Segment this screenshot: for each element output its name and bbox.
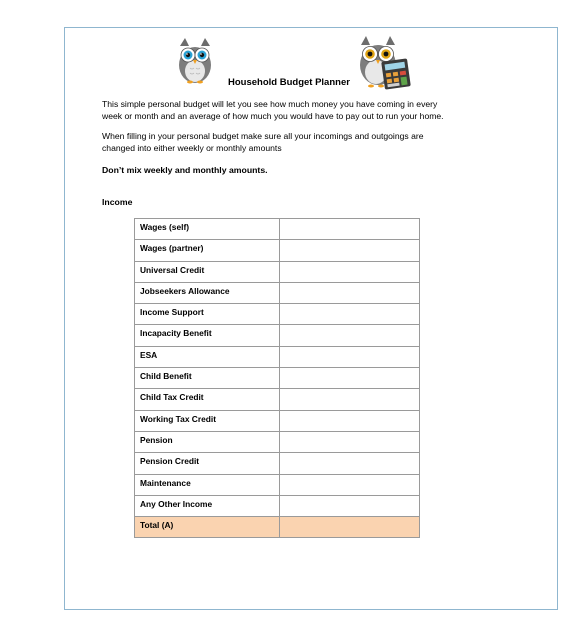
income-amount-cell[interactable] [279, 282, 419, 303]
instructions-paragraph: When filling in your personal budget make sure all your incomings and outgoings are changed into either weekly or monthly amounts [102, 131, 424, 153]
income-label-cell: Total (A) [135, 517, 280, 538]
income-amount-cell[interactable] [279, 474, 419, 495]
income-amount-cell[interactable] [279, 389, 419, 410]
table-row [135, 346, 420, 367]
income-amount-cell[interactable] [279, 495, 419, 516]
owl-with-calculator-icon [357, 36, 415, 90]
income-amount-cell[interactable] [279, 431, 419, 452]
table-row [135, 368, 420, 389]
income-label-cell: Child Benefit [135, 368, 280, 389]
table-row [135, 282, 420, 303]
income-label-cell: Pension [135, 431, 280, 452]
income-label-cell: ESA [135, 346, 280, 367]
income-amount-cell[interactable] [279, 240, 419, 261]
income-label-cell: Any Other Income [135, 495, 280, 516]
income-amount-cell[interactable] [279, 325, 419, 346]
table-row [135, 325, 420, 346]
document-title: Household Budget Planner [228, 77, 350, 88]
income-amount-cell[interactable] [279, 368, 419, 389]
income-amount-cell[interactable] [279, 410, 419, 431]
income-amount-cell[interactable] [279, 346, 419, 367]
income-amount-cell[interactable] [279, 261, 419, 282]
income-amount-cell[interactable] [279, 453, 419, 474]
income-amount-cell[interactable] [279, 517, 419, 538]
table-row [135, 495, 420, 516]
income-label-cell: Universal Credit [135, 261, 280, 282]
table-row [135, 517, 420, 538]
income-amount-cell[interactable] [279, 304, 419, 325]
table-row [135, 453, 420, 474]
income-label-cell: Incapacity Benefit [135, 325, 280, 346]
income-label-cell: Working Tax Credit [135, 410, 280, 431]
table-row [135, 304, 420, 325]
income-label-cell: Jobseekers Allowance [135, 282, 280, 303]
intro-paragraph: This simple personal budget will let you see how much money you have coming in every week or month and an average of how much you would have to pay out to run your home. [102, 99, 444, 121]
table-row [135, 219, 420, 240]
income-label-cell: Wages (self) [135, 219, 280, 240]
table-row [135, 431, 420, 452]
income-label-cell: Wages (partner) [135, 240, 280, 261]
table-row [135, 410, 420, 431]
income-label-cell: Maintenance [135, 474, 280, 495]
income-label-cell: Income Support [135, 304, 280, 325]
document-page [64, 27, 558, 610]
income-label-cell: Child Tax Credit [135, 389, 280, 410]
table-row [135, 474, 420, 495]
warning-note: Don’t mix weekly and monthly amounts. [102, 165, 268, 175]
income-amount-cell[interactable] [279, 219, 419, 240]
owl-icon [175, 38, 215, 84]
table-row [135, 240, 420, 261]
income-heading: Income [102, 197, 133, 207]
table-row [135, 261, 420, 282]
income-table [134, 218, 420, 538]
table-row [135, 389, 420, 410]
income-label-cell: Pension Credit [135, 453, 280, 474]
